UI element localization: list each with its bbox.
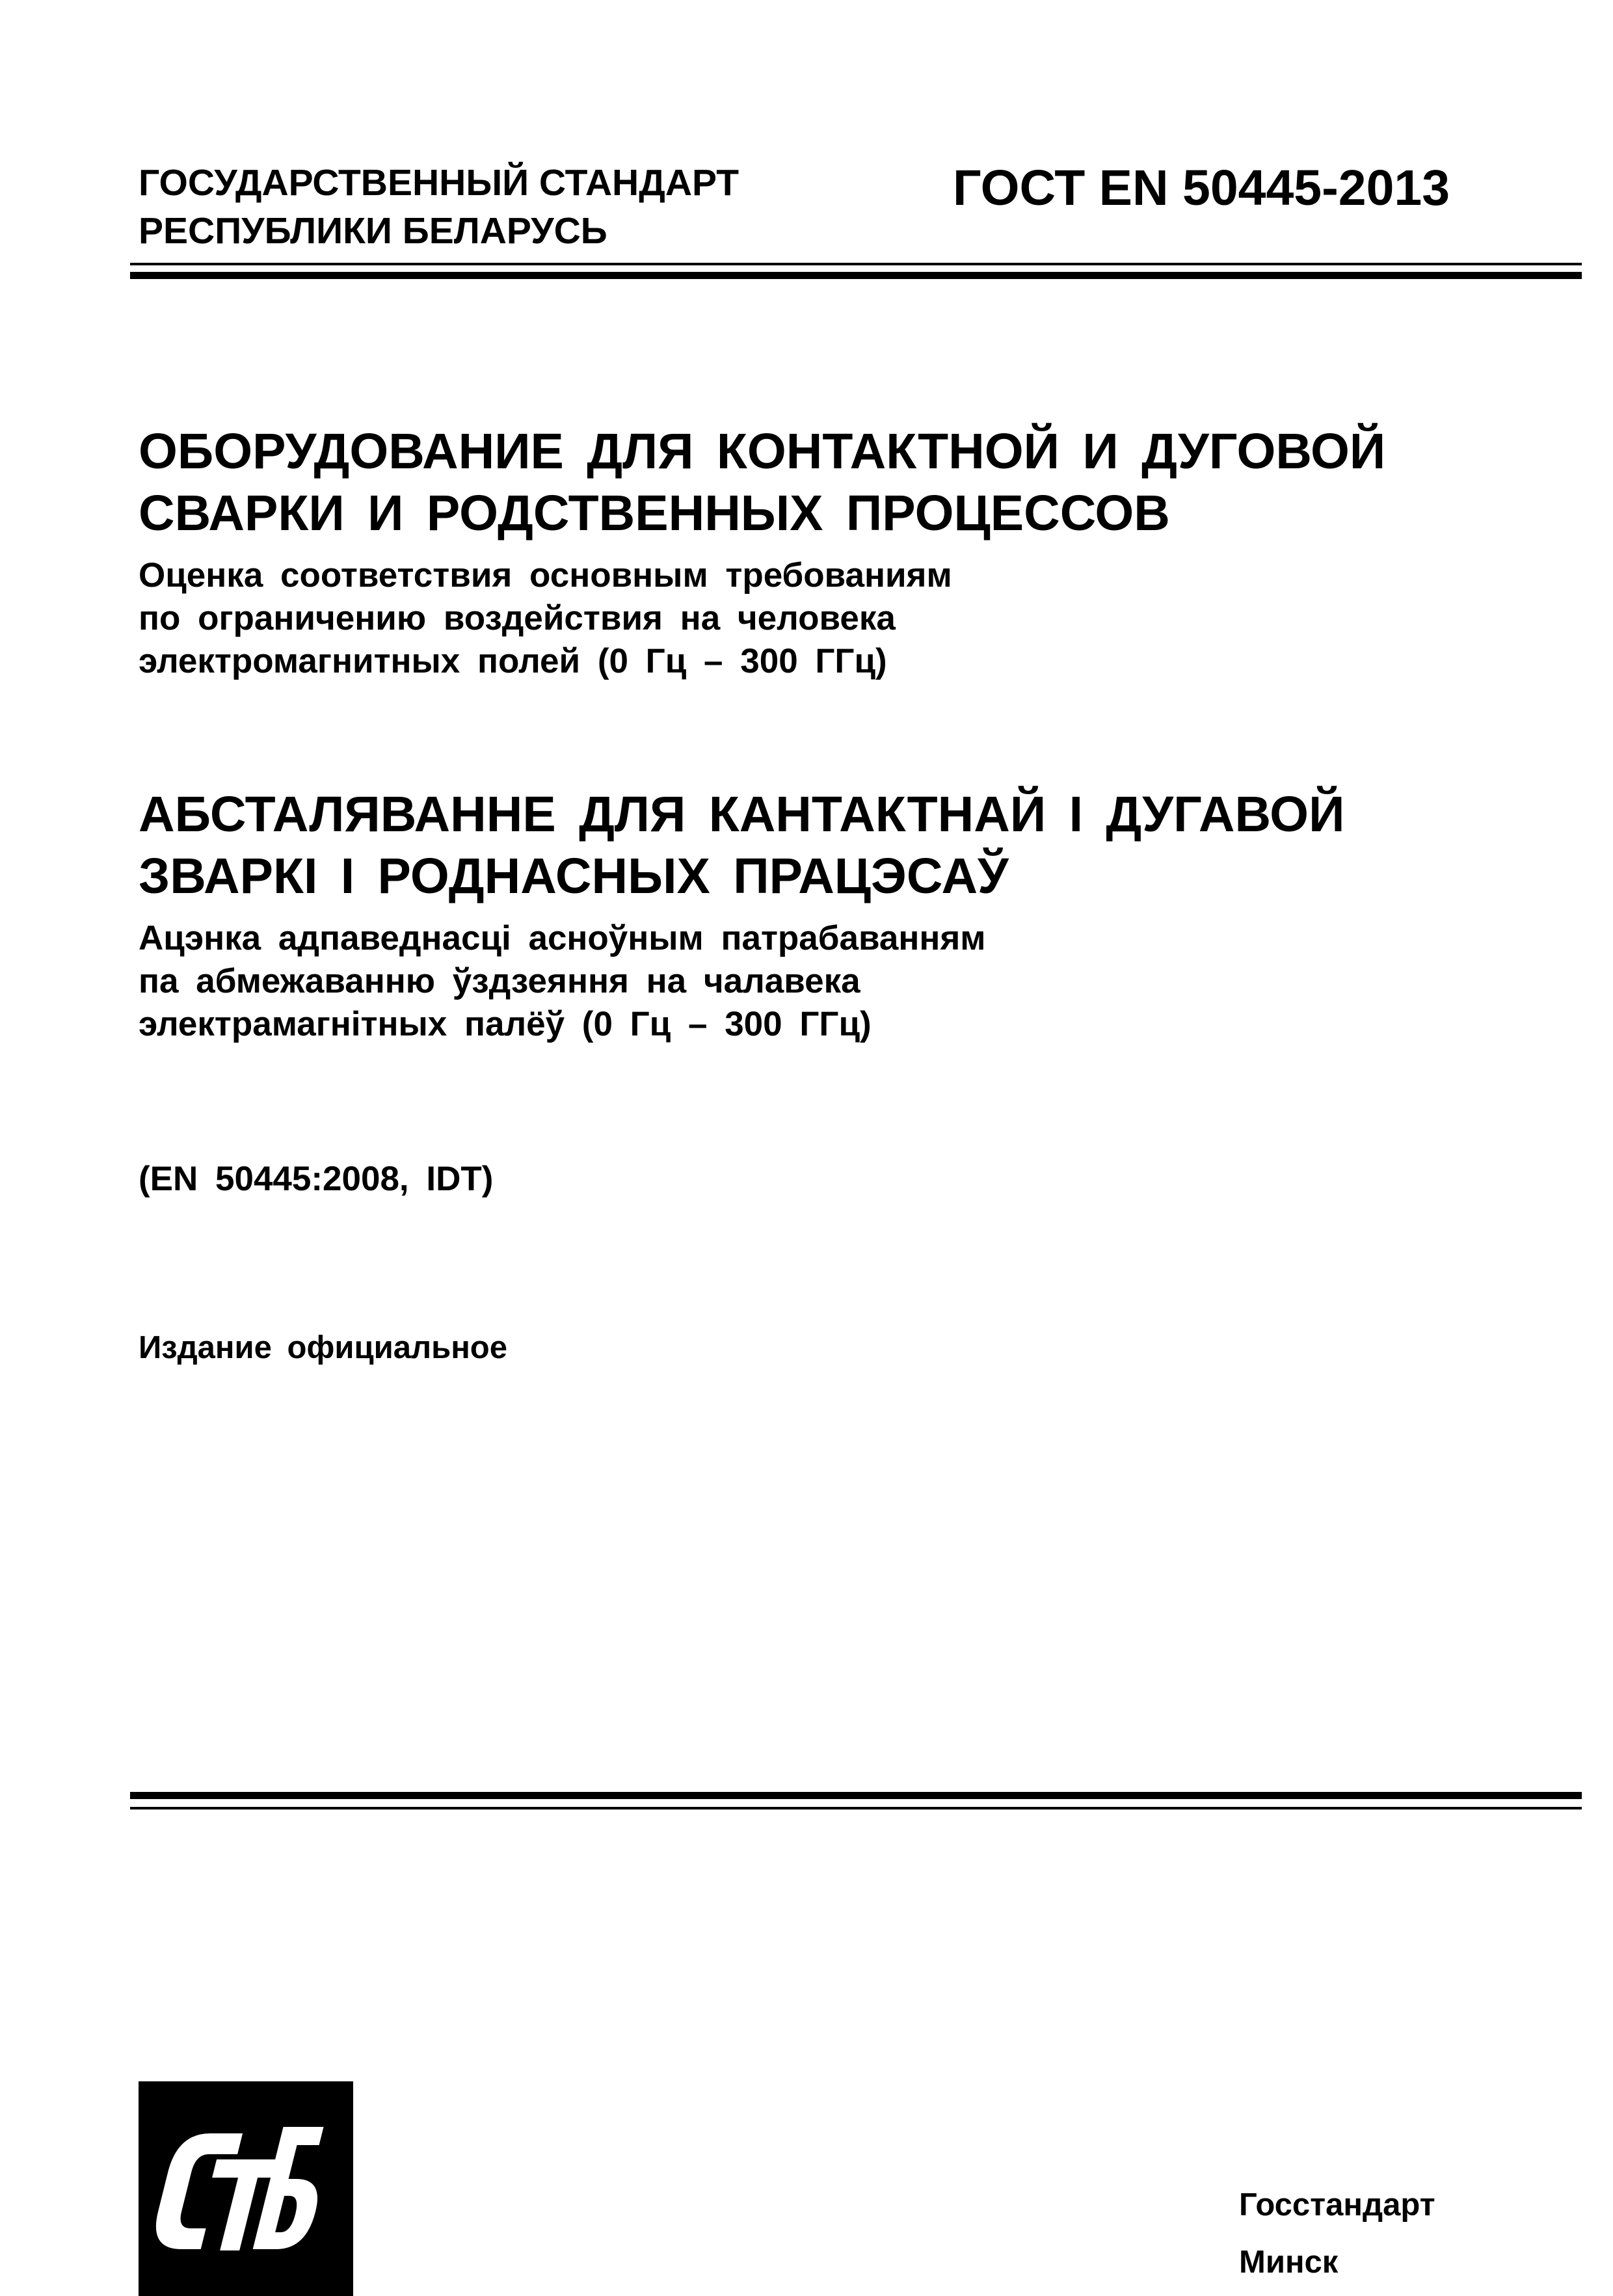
publisher-name: Госстандарт xyxy=(1239,2187,1435,2223)
ru-subtitle-line-1: Оценка соответствия основным требованиям xyxy=(139,556,952,594)
issuer-line-2: РЕСПУБЛИКИ БЕЛАРУСЬ xyxy=(139,210,607,252)
ru-subtitle-line-3: электромагнитных полей (0 Гц – 300 ГГц) xyxy=(139,642,887,680)
issuer-line-1: ГОСУДАРСТВЕННЫЙ СТАНДАРТ xyxy=(139,162,740,204)
by-subtitle-line-3: электрамагнітных палёў (0 Гц – 300 ГГц) xyxy=(139,1005,872,1043)
top-rule-thin xyxy=(130,263,1582,265)
equivalence-note: (EN 50445:2008, IDT) xyxy=(139,1160,494,1198)
issuer-block xyxy=(139,159,739,255)
by-title-line-2: ЗВАРКІ І РОДНАСНЫХ ПРАЦЭСАЎ xyxy=(139,848,1009,904)
bottom-rule-thin xyxy=(130,1807,1582,1809)
by-subtitle-line-1: Ацэнка адпаведнасці асноўным патрабаванням xyxy=(139,919,986,957)
ru-title-line-1: ОБОРУДОВАНИЕ ДЛЯ КОНТАКТНОЙ И ДУГОВОЙ xyxy=(139,423,1386,479)
ru-subtitle-line-2: по ограничению воздействия на человека xyxy=(139,599,896,637)
by-title-line-1: АБСТАЛЯВАННЕ ДЛЯ КАНТАКТНАЙ І ДУГАВОЙ xyxy=(139,786,1345,842)
edition-note: Издание официальное xyxy=(139,1330,507,1365)
stb-logo-icon xyxy=(139,2081,353,2296)
by-subtitle-line-2: па абмежаванню ўздзеяння на чалавека xyxy=(139,962,860,1000)
top-rule-thick xyxy=(130,272,1582,279)
standard-designation: ГОСТ EN 50445-2013 xyxy=(953,160,1450,216)
ru-title-line-2: СВАРКИ И РОДСТВЕННЫХ ПРОЦЕССОВ xyxy=(139,485,1170,541)
bottom-rule-thick xyxy=(130,1792,1582,1799)
publisher-city: Минск xyxy=(1239,2245,1339,2280)
